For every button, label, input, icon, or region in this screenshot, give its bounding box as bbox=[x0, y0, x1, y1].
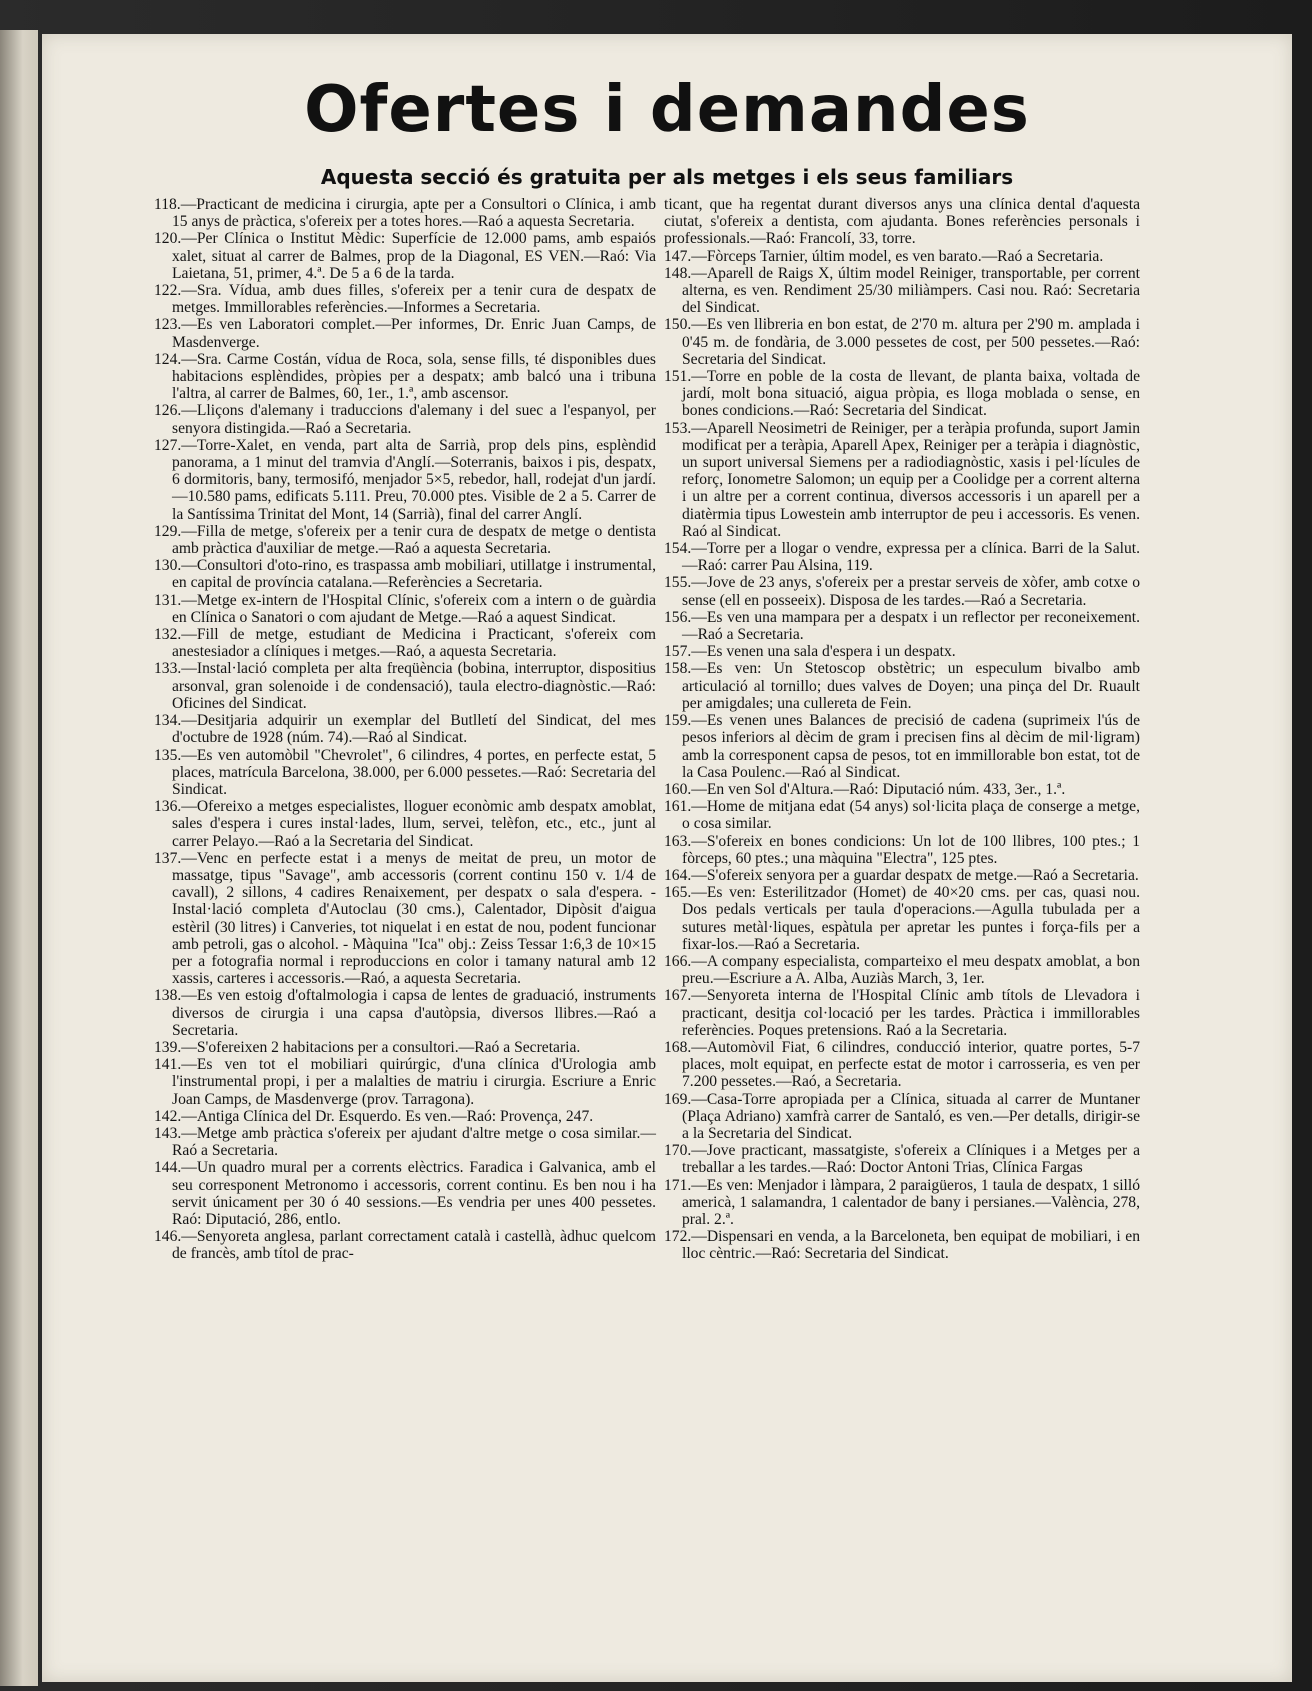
classified-ad: 165.—Es ven: Esterilitzador (Homet) de 40×20 cms. per cas, quasi nou. Dos pedals verticals per taula d'operacions.—Agulla tubulada per a sutures metàl·liques, espàtula per apretar les puntes i força-fils per a fixar-los.—Raó a Secretaria. bbox=[664, 884, 1140, 953]
classified-ad: 163.—S'ofereix en bones condicions: Un lot de 100 llibres, 100 ptes.; 1 fòrceps, 60 ptes.; una màquina "Electra", 125 ptes. bbox=[664, 832, 1140, 867]
classified-ad: 142.—Antiga Clínica del Dr. Esquerdo. Es ven.—Raó: Provença, 247. bbox=[154, 1107, 594, 1125]
classified-ad: 158.—Es ven: Un Stetoscop obstètric; un especulum bivalbo amb articulació al tornillo; dues valves de Doyen; una pinça del Dr. Ruault per amigdales; una cullereta de Fein. bbox=[664, 660, 1140, 712]
classified-ad: 139.—S'ofereixen 2 habitacions per a consultori.—Raó a Secretaria. bbox=[154, 1038, 581, 1056]
classified-ad: 172.—Dispensari en venda, a la Barceloneta, ben equipat de mobiliari, i en lloc cèntric.—Raó: Secretaria del Sindicat. bbox=[664, 1228, 1140, 1263]
classified-ad: 123.—Es ven Laboratori complet.—Per informes, Dr. Enric Juan Camps, de Masdenverge. bbox=[154, 316, 656, 351]
classified-ad: 137.—Venc en perfecte estat i a menys de meitat de preu, un motor de massatge, tipus "Savage", amb accessoris (corrent continu 150 v. 1/4 de cavall), 2 sillons, 4 cadires Renaixement, per despatx o sala d'espera. - Instal·lació completa d'Autoclau (30 cms.), Calentador, Dipòsit d'aigua estèril (30 litres) i Canveries, tot niquelat i en estat de nou, podent funcionar amb petroli, gas o alcohol. - Màquina "Ica" obj.: Zeiss Tessar 1:6,3 de 10×15 per a fotografia normal i reproduccions en color i tamany natural amb 12 xassis, carteres i accessoris.—Raó, a aquesta Secretaria. bbox=[154, 849, 656, 988]
classified-ad: 154.—Torre per a llogar o vendre, expressa per a clínica. Barri de la Salut.—Raó: carrer Pau Alsina, 119. bbox=[664, 540, 1140, 575]
classified-ad: 135.—Es ven automòbil "Chevrolet", 6 cilindres, 4 portes, en perfecte estat, 5 places, matrícula Barcelona, 38.000, per 6.000 pessetes.—Raó: Secretaria del Sindicat. bbox=[154, 746, 656, 798]
classified-ad: 122.—Sra. Vídua, amb dues filles, s'ofereix per a tenir cura de despatx de metges. Immillorables referències.—Informes a Secretaria. bbox=[154, 282, 656, 317]
classified-ad: 170.—Jove practicant, massatgiste, s'ofereix a Clíniques i a Metges per a treballar a les tardes.—Raó: Doctor Antoni Trias, Clínica Fargas bbox=[664, 1142, 1140, 1177]
classified-ad: 155.—Jove de 23 anys, s'ofereix per a prestar serveis de xòfer, amb cotxe o sense (ell en posseeix). Disposa de les tardes.—Raó a Secretaria. bbox=[664, 574, 1140, 609]
classified-ad: 129.—Filla de metge, s'ofereix per a tenir cura de despatx de metge o dentista amb pràctica d'auxiliar de metge.—Raó a aquesta Secretaria. bbox=[154, 522, 656, 558]
classified-ad: 146.—Senyoreta anglesa, parlant correctament català i castellà, àdhuc quelcom de francès, amb títol de prac- bbox=[154, 1228, 656, 1263]
classified-ad: 168.—Automòvil Fiat, 6 cilindres, conducció interior, quatre portes, 5-7 places, molt equipat, en perfecte estat de motor i carrosseria, es ven per 7.200 pessetes.—Raó, a Secretaria. bbox=[664, 1038, 1140, 1091]
classified-ad: 157.—Es venen una sala d'espera i un despatx. bbox=[664, 643, 956, 661]
classified-ad: 144.—Un quadro mural per a corrents elèctrics. Faradica i Galvanica, amb el seu corresponent Metronomo i accessoris, corrent continu. Es ben nou i ha servit únicament per 30 ó 40 sessions.—Es vendria per unes 400 pessetes. Raó: Diputació, 286, entlo. bbox=[154, 1159, 656, 1228]
classified-ad: 131.—Metge ex-intern de l'Hospital Clínic, s'ofereix com a intern o de guàrdia en Clínica o Sanatori o com ajudant de Metge.—Raó a aquest Sindicat. bbox=[154, 591, 656, 626]
classified-ad: 153.—Aparell Neosimetri de Reiniger, per a teràpia profunda, suport Jamin modificat per a teràpia, Aparell Apex, Reiniger per a teràpia i diagnòstic, un suport universal Siemens per a radiodiagnòstic, xasis i pel·lícules de reforç, Ionometre Salomon; un equip per a Coolidge per a corrent alterna i un altre per a corrent continua, diversos accessoris i un aparell per a diatèrmia tipus Lowestein amb interruptor de peu i accessoris. Es venen. Raó al Sindicat. bbox=[664, 419, 1140, 540]
classified-ad: 127.—Torre-Xalet, en venda, part alta de Sarrià, prop dels pins, esplèndid panorama, a 1 minut del tramvia d'Anglí.—Soterranis, baixos i pis, despatx, 6 dormitoris, bany, termosifó, menjador 5×5, rebedor, hall, rodejat d'un jardí.—10.580 pams, edificats 5.111. Preu, 70.000 ptes. Visible de 2 a 5. Carrer de la Santíssima Trinitat del Mont, 14 (Sarrià), final del carrer Anglí. bbox=[154, 436, 656, 523]
classified-ad: 138.—Es ven estoig d'oftalmologia i capsa de lentes de graduació, instruments diversos de cirurgia i una capsa d'autòpsia, diversos llibres.—Raó a Secretaria. bbox=[154, 987, 656, 1039]
classified-ad: 150.—Es ven llibreria en bon estat, de 2'70 m. altura per 2'90 m. amplada i 0'45 m. de fondària, de 3.000 pessetes de cost, per 500 pessetes.—Raó: Secretaria del Sindicat. bbox=[664, 316, 1140, 368]
classified-ad-continuation: ticant, que ha regentat durant diversos anys una clínica dental d'aquesta ciutat, s'ofereix a dentista, com ajudanta. Bones referències personals i professionals.—Raó: Francolí, 33, torre. bbox=[664, 196, 1140, 248]
classified-ad: 164.—S'ofereix senyora per a guardar despatx de metge.—Raó a Secretaria. bbox=[664, 866, 1139, 884]
classified-ad: 124.—Sra. Carme Costán, vídua de Roca, sola, sense fills, té disponibles dues habitacions esplèndides, pròpies per a despatx; amb balcó una i tribuna l'altra, al carrer de Balmes, 60, 1er., 1.ª, amb ascensor. bbox=[154, 350, 656, 403]
left-column bbox=[154, 196, 656, 1263]
classified-ad: 120.—Per Clínica o Institut Mèdic: Superfície de 12.000 pams, amb espaiós xalet, situat al carrer de Balmes, prop de la Diagonal, ES VEN.—Raó: Via Laietana, 51, primer, 4.ª. De 5 a 6 de la tarda. bbox=[154, 230, 656, 282]
classified-ad: 169.—Casa-Torre apropiada per a Clínica, situada al carrer de Muntaner (Plaça Adriano) xamfrà carrer de Santaló, es ven.—Per detalls, dirigir-se a la Secretaria del Sindicat. bbox=[664, 1090, 1140, 1142]
classified-ad: 118.—Practicant de medicina i cirurgia, apte per a Consultori o Clínica, i amb 15 anys de pràctica, s'ofereix per a totes hores.—Raó a aquesta Secretaria. bbox=[154, 196, 656, 231]
magazine-page bbox=[42, 34, 1292, 1682]
classified-ad: 151.—Torre en poble de la costa de llevant, de planta baixa, voltada de jardí, molt bona situació, aigua pròpia, es lloga moblada o sense, en bones condicions.—Raó: Secretaria del Sindicat. bbox=[664, 368, 1140, 420]
classified-ad: 143.—Metge amb pràctica s'ofereix per ajudant d'altre metge o cosa similar.—Raó a Secretaria. bbox=[154, 1124, 656, 1160]
classified-ad: 171.—Es ven: Menjador i làmpara, 2 paraigüeros, 1 taula de despatx, 1 silló americà, 1 salamandra, 1 calentador de bany i persianes.—València, 278, pral. 2.ª. bbox=[664, 1176, 1140, 1228]
page-title: Ofertes i demandes bbox=[304, 73, 1030, 147]
classified-ad: 132.—Fill de metge, estudiant de Medicina i Practicant, s'ofereix com anestesiador a clíniques i metges.—Raó, a aquesta Secretaria. bbox=[154, 626, 656, 661]
classified-ad: 160.—En ven Sol d'Altura.—Raó: Diputació núm. 433, 3er., 1.ª. bbox=[664, 780, 1066, 798]
classified-ad: 156.—Es ven una mampara per a despatx i un reflector per reconeixement.—Raó a Secretaria. bbox=[664, 608, 1140, 644]
classified-ad: 133.—Instal·lació completa per alta freqüència (bobina, interruptor, dispositius arsonval, gran solenoide i de condensació), taula electro-diagnòstic.—Raó: Oficines del Sindicat. bbox=[154, 660, 656, 712]
classified-ad: 126.—Lliçons d'alemany i traduccions d'alemany i del suec a l'espanyol, per senyora distingida.—Raó a Secretaria. bbox=[154, 402, 656, 437]
classified-ad: 166.—A company especialista, comparteixo el meu despatx amoblat, a bon preu.—Escriure a A. Alba, Auziàs March, 3, 1er. bbox=[664, 952, 1140, 988]
classified-ad: 136.—Ofereixo a metges especialistes, lloguer econòmic amb despatx amoblat, sales d'espera i cures instal·lades, llum, servei, telèfon, etc., etc., junt al carrer Pelayo.—Raó a la Secretaria del Sindicat. bbox=[154, 798, 656, 850]
right-column bbox=[664, 196, 1140, 1263]
classified-ad: 148.—Aparell de Raigs X, últim model Reiniger, transportable, per corrent alterna, es ven. Rendiment 25/30 miliàmpers. Casi nou. Raó: Secretaria del Sindicat. bbox=[664, 264, 1140, 317]
classified-ad: 167.—Senyoreta interna de l'Hospital Clínic amb títols de Llevadora i practicant, desitja col·locació per les tardes. Pràctica i immillorables referències. Poques pretensions. Raó a la Secretaria. bbox=[664, 987, 1140, 1039]
classified-ad: 141.—Es ven tot el mobiliari quirúrgic, d'una clínica d'Urologia amb l'instrumental propi, i per a malalties de matriu i cirurgia. Escriure a Enric Joan Camps, de Masdenverge (prov. Tarragona). bbox=[154, 1056, 656, 1108]
classified-ad: 161.—Home de mitjana edat (54 anys) sol·licita plaça de conserge a metge, o cosa similar. bbox=[664, 798, 1140, 833]
classified-ad: 159.—Es venen unes Balances de precisió de cadena (suprimeix l'ús de pesos inferiors al dècim de gram i precisen fins al dècim de mil·ligram) amb la corresponent capsa de pesos, tot en immillorable bon estat, tot de la Casa Poulenc.—Raó al Sindicat. bbox=[664, 712, 1140, 781]
page-subtitle: Aquesta secció és gratuita per als metges i els seus familiars bbox=[320, 165, 1014, 189]
previous-page-edge bbox=[0, 30, 38, 1686]
classified-ad: 147.—Fòrceps Tarnier, últim model, es ven barato.—Raó a Secretaria. bbox=[664, 247, 1104, 265]
classified-ad: 130.—Consultori d'oto-rino, es traspassa amb mobiliari, utillatge i instrumental, en capital de província catalana.—Referències a Secretaria. bbox=[154, 557, 656, 592]
classified-ad: 134.—Desitjaria adquirir un exemplar del Butlletí del Sindicat, del mes d'octubre de 1928 (núm. 74).—Raó al Sindicat. bbox=[154, 712, 656, 747]
